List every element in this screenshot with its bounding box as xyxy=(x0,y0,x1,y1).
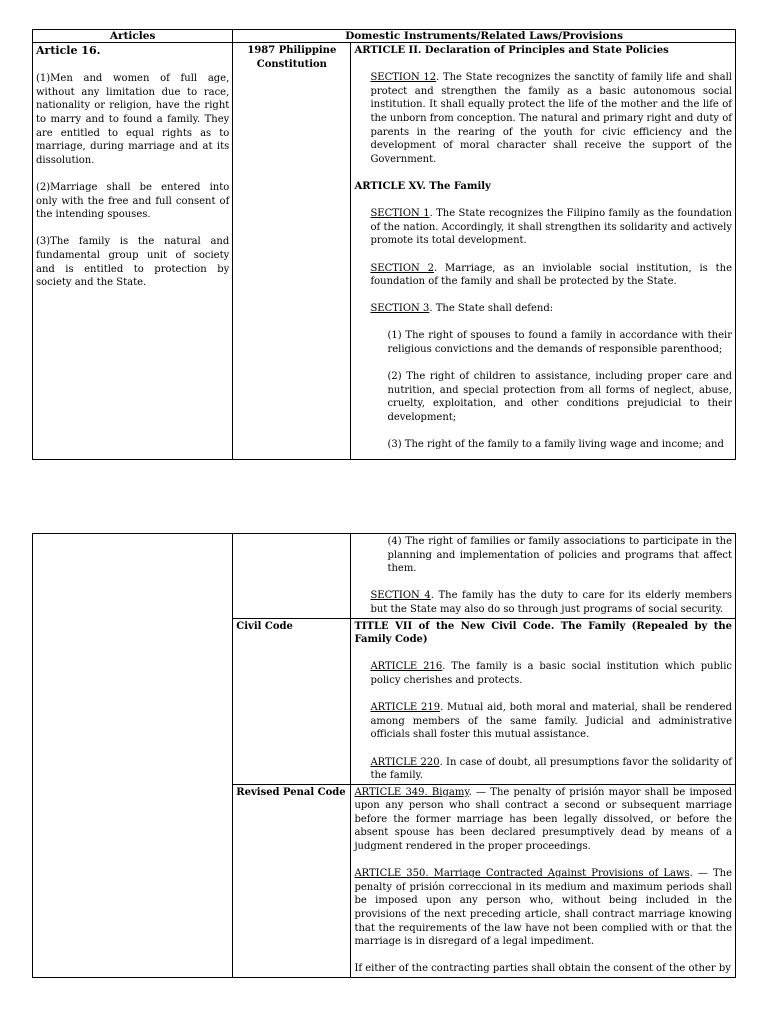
section-3-item-1: (1) The right of spouses to found a family in accordance with their religious convictions and the demands of responsible parenthood; xyxy=(387,330,732,356)
provisions-cell xyxy=(351,534,736,619)
table-header-row xyxy=(33,30,736,43)
article-title: Article 16. xyxy=(36,44,101,57)
article-219: ARTICLE 219. Mutual aid, both moral and material, shall be rendered among members of the same family. Judicial and administrative officials shall foster this mutual assistance. xyxy=(370,702,732,741)
document-page-2 xyxy=(32,533,736,978)
section-2: SECTION 2. Marriage, as an inviolable social institution, is the foundation of the family and shall be protected by the State. xyxy=(370,262,732,288)
article-cell xyxy=(33,43,233,460)
law-name-cell xyxy=(233,534,351,619)
table-row xyxy=(33,534,736,619)
section-3: SECTION 3. The State shall defend: xyxy=(370,303,554,315)
provisions-table-page-2 xyxy=(32,533,736,978)
law-name-cell xyxy=(233,43,351,460)
article-220: ARTICLE 220. In case of doubt, all presumptions favor the solidarity of the family. xyxy=(370,756,732,782)
article-349: ARTICLE 349. Bigamy. — The penalty of prisión mayor shall be imposed upon any person who shall contract a second or subsequent marriage before the former marriage has been legally dissolved, or before the absent spouse has been declared presumptively dead by means of a judgment rendered in the proper proceedings. xyxy=(354,786,733,853)
domestic-instruments-header: Domestic Instruments/Related Laws/Provisions xyxy=(233,30,736,43)
article-paragraph-3: (3)The family is the natural and fundamental group unit of society and is entitled to protection by society and the State. xyxy=(36,236,230,289)
section-12: SECTION 12. The State recognizes the sanctity of family life and shall protect and strengthen the family as a basic autonomous social institution. It shall equally protect the life of the mother and the life of the unborn from conception. The natural and primary right and duty of parents in the rearing of the youth for civic efficiency and the development of moral character shall receive the support of the Government. xyxy=(370,72,733,165)
article-xv-heading: ARTICLE XV. The Family xyxy=(354,180,491,192)
provisions-table-page-1 xyxy=(32,29,736,460)
article-350-continued: If either of the contracting parties shall obtain the consent of the other by xyxy=(354,963,731,975)
article-paragraph-2: (2)Marriage shall be entered into only with the free and full consent of the intending spouses. xyxy=(36,181,230,221)
section-1: SECTION 1. The State recognizes the Filipino family as the foundation of the nation. Accordingly, it shall strengthen its solidarity and actively promote its total development. xyxy=(370,208,732,247)
article-paragraph-1: (1)Men and women of full age, without any limitation due to race, nationality or religion, have the right to marry and to found a family. They are entitled to equal rights as to marriage, during marriage and at its dissolution. xyxy=(36,73,230,166)
document-page-1 xyxy=(32,29,736,460)
law-name: Civil Code xyxy=(236,620,293,632)
section-3-item-2: (2) The right of children to assistance, including proper care and nutrition, and special protection from all forms of neglect, abuse, cruelty, exploitation, and other conditions prejudicial to their development; xyxy=(387,371,732,424)
section-3-item-3: (3) The right of the family to a family living wage and income; and xyxy=(387,439,724,451)
provisions-cell xyxy=(351,43,736,460)
civil-code-title-heading: TITLE VII of the New Civil Code. The Family (Repealed by the Family Code) xyxy=(354,620,732,646)
articles-header: Articles xyxy=(33,30,233,43)
law-name-cell xyxy=(233,784,351,977)
law-name: Revised Penal Code xyxy=(236,786,346,798)
article-350: ARTICLE 350. Marriage Contracted Against Provisions of Laws. — The penalty of prisión correccional in its medium and maximum periods shall be imposed upon any person who, without being included in the provisions of the next preceding article, shall contract marriage knowing that the requirements of the law have not been complied with or that the marriage is in disregard of a legal impediment. xyxy=(354,868,733,948)
provisions-cell xyxy=(351,784,736,977)
law-name: 1987 Philippine Constitution xyxy=(247,45,337,70)
section-4: SECTION 4. The family has the duty to care for its elderly members but the State may also do so through just programs of social security. xyxy=(370,590,732,615)
law-name-cell xyxy=(233,618,351,784)
article-216: ARTICLE 216. The family is a basic social institution which public policy cherishes and protects. xyxy=(370,661,732,686)
provisions-cell xyxy=(351,618,736,784)
article-cell-continued xyxy=(33,534,233,978)
section-3-item-4: (4) The right of families or family associations to participate in the planning and implementation of policies and programs that affect them. xyxy=(387,536,732,575)
article-ii-heading: ARTICLE II. Declaration of Principles and State Policies xyxy=(354,45,669,56)
table-row xyxy=(33,43,736,460)
